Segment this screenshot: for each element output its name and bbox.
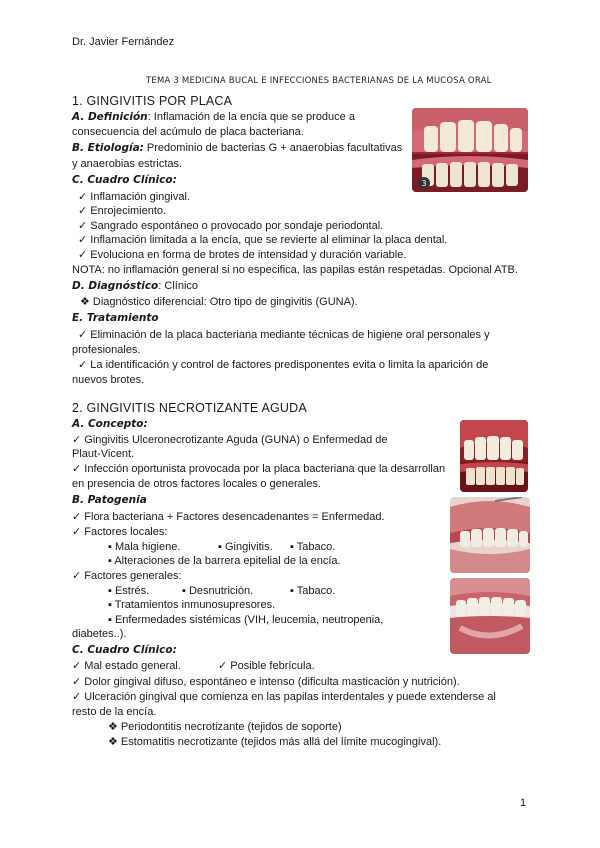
concept-item-2: ✓ Infección oportunista provocada por la placa bacteriana que la desarrollan [72,462,445,477]
treatment-label: E. Tratamiento [72,312,159,324]
section2-title: 2. GINGIVITIS NECROTIZANTE AGUDA [72,401,307,415]
diagnosis-line [72,279,198,294]
treatment-item-2: ✓ La identificación y control de factores predisponentes evita o limita la aparición de [78,359,489,371]
clinical2-subitem: ❖ Periodontitis necrotizante (tejidos de soporte) [108,721,342,733]
local-factor: ▪ Alteraciones de la barrera epitelial de la encía. [108,555,341,567]
clinical2-item: ✓ Posible febrícula. [218,659,315,674]
clinical2-item: ✓ Mal estado general. [72,659,181,674]
local-factor: ▪ Mala higiene. [108,541,181,553]
pathogenesis-item: ✓ Flora bacteriana + Factores desencadenantes = Enfermedad. [72,510,385,525]
section1-title: 1. GINGIVITIS POR PLACA [72,94,233,108]
diagnosis-label: D. Diagnóstico [72,280,159,292]
general-factor: ▪ Tratamientos inmunosupresores. [108,599,276,611]
etiology-label: B. Etiología: [72,142,144,154]
concept-item-1-cont: Plaut-Vicent. [72,448,135,460]
clinical-item: ✓ Inflamación limitada a la encía, que se revierte al eliminar la placa dental. [78,233,447,248]
general-factor: ▪ Estrés. [108,585,150,597]
definition-text-2: consecuencia del acúmulo de placa bacteriana. [72,126,304,138]
differential-diagnosis: ❖ Diagnóstico diferencial: Otro tipo de gingivitis (GUNA). [80,296,358,308]
etiology-text: Predominio de bacterias G + anaerobias facultativas [143,142,403,154]
gingivitis-photo [412,108,528,192]
etiology-line [72,141,402,156]
clinical-label: C. Cuadro Clínico: [72,174,177,186]
definition-line [72,110,355,125]
pathogenesis-label: B. Patogenia [72,494,147,506]
guna-photo-3 [450,578,530,654]
guna-photo-1 [460,420,528,492]
author-name: Dr. Javier Fernández [72,36,175,48]
general-factor: ▪ Enfermedades sistémicas (VIH, leucemia, neutropenia, [108,614,384,626]
general-factor-cont: diabetes..). [72,628,127,640]
treatment-item-1-cont: profesionales. [72,344,141,356]
general-factor: ▪ Tabaco. [290,585,336,597]
clinical2-item-cont: resto de la encía. [72,706,157,718]
concept-item-2-cont: en presencia de otros factores locales o generales. [72,478,321,490]
treatment-item-1: ✓ Eliminación de la placa bacteriana mediante técnicas de higiene oral personales y [78,329,490,341]
diagnosis-text: : Clínico [158,280,199,292]
photo-badge: 3 [421,179,427,188]
clinical-item: ✓ Evoluciona en forma de brotes de intensidad y duración variable. [78,248,406,263]
treatment-item-2-cont: nuevos brotes. [72,374,145,386]
concept-item-1: ✓ Gingivitis Ulceronecrotizante Aguda (GUNA) o Enfermedad de [72,433,388,448]
clinical2-label: C. Cuadro Clínico: [72,644,177,656]
clinical2-item: ✓ Ulceración gingival que comienza en las papilas interdentales y puede extenderse al [72,690,496,705]
clinical-item: ✓ Enrojecimiento. [78,204,166,219]
local-factor: ▪ Gingivitis. [218,541,273,553]
local-factor: ▪ Tabaco. [290,541,336,553]
general-factor: ▪ Desnutrición. [182,585,254,597]
guna-photo-2 [450,497,530,573]
general-factors-label: ✓ Factores generales: [72,569,182,584]
page-number: 1 [520,797,527,809]
nota-text: NOTA: no inflamación general si no especifica, las papilas están respetadas. Opcional ATB. [72,264,518,276]
concept-label: A. Concepto: [72,418,148,430]
definition-text: : Inflamación de la encía que se produce a [147,111,355,123]
local-factors-label: ✓ Factores locales: [72,525,167,540]
topic-title: TEMA 3 MEDICINA BUCAL E INFECCIONES BACTERIANAS DE LA MUCOSA ORAL [146,76,492,86]
clinical-item: ✓ Sangrado espontáneo o provocado por sondaje periodontal. [78,219,383,234]
etiology-text-2: y anaerobias estrictas. [72,158,183,170]
clinical-item: ✓ Inflamación gingival. [78,190,190,205]
clinical2-subitem: ❖ Estomatitis necrotizante (tejidos más allá del límite mucogingival). [108,736,442,748]
clinical2-item: ✓ Dolor gingival difuso, espontáneo e intenso (dificulta masticación y nutrición). [72,675,460,690]
definition-label: A. Definición [72,111,148,123]
